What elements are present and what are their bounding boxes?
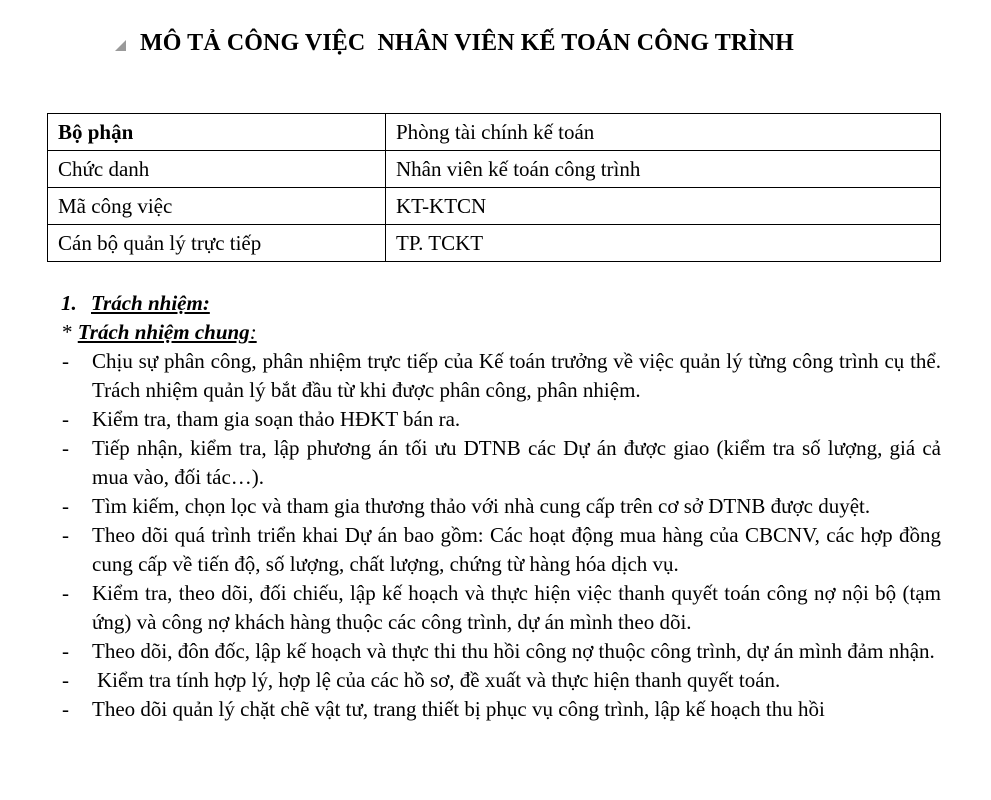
subsection-heading [62,318,941,347]
list-item [62,695,941,724]
list-item [62,637,941,666]
list-item-text: Tìm kiếm, chọn lọc và tham gia thương thảo với nhà cung cấp trên cơ sở DTNB được duyệt. [92,494,871,518]
table-cell-label: Cán bộ quản lý trực tiếp [48,225,386,262]
list-item-text: Chịu sự phân công, phân nhiệm trực tiếp của Kế toán trưởng về việc quản lý từng công trình cụ thể. Trách nhiệm quản lý bắt đầu từ khi được phân công, phân nhiệm. [92,349,941,402]
subsection-prefix: * [62,320,78,344]
bullet-dash: - [62,436,69,460]
list-item-text: Kiểm tra, theo dõi, đối chiếu, lập kế hoạch và thực hiện việc thanh quyết toán công nợ nội bộ (tạm ứng) và công nợ khách hàng thuộc các công trình, dự án mình theo dõi. [92,581,941,634]
table-row [48,225,941,262]
subsection-title: Trách nhiệm chung [77,320,250,344]
list-item [62,492,941,521]
bullet-dash: - [62,349,69,373]
list-item-text: Kiểm tra, tham gia soạn thảo HĐKT bán ra. [92,407,461,431]
list-item [62,405,941,434]
list-item-text: Kiểm tra tính hợp lý, hợp lệ của các hồ sơ, đề xuất và thực hiện thanh quyết toán. [97,668,781,692]
list-item-text: Theo dõi, đôn đốc, lập kế hoạch và thực thi thu hồi công nợ thuộc công trình, dự án mình đảm nhận. [92,639,935,663]
job-info-table [47,113,941,262]
section-heading [61,289,941,318]
list-item [62,666,941,695]
list-item-text: Theo dõi quản lý chặt chẽ vật tư, trang thiết bị phục vụ công trình, lập kế hoạch thu hồi [92,697,825,721]
bullet-dash: - [62,668,69,692]
bullet-dash: - [62,407,69,431]
table-cell-value: KT-KTCN [386,188,941,225]
table-row [48,188,941,225]
title-row [0,30,991,64]
bullet-dash: - [62,494,69,518]
table-cell-label: Chức danh [48,151,386,188]
list-item [62,434,941,492]
list-item-text: Tiếp nhận, kiểm tra, lập phương án tối ưu DTNB các Dự án được giao (kiểm tra số lượng, giá cả mua vào, đối tác…). [92,436,941,489]
table-cell-value: Phòng tài chính kế toán [386,114,941,151]
bullet-dash: - [62,581,69,605]
subsection-colon: : [249,320,257,344]
document-body [62,289,941,724]
bullet-dash: - [62,639,69,663]
table-row [48,151,941,188]
table-cell-value: Nhân viên kế toán công trình [386,151,941,188]
bullet-dash: - [62,523,69,547]
table-cell-label: Mã công việc [48,188,386,225]
section-number: 1. [61,291,77,315]
collapse-heading-icon[interactable] [115,40,126,51]
list-item [62,579,941,637]
list-item [62,347,941,405]
table-row [48,114,941,151]
bullet-dash: - [62,697,69,721]
table-cell-label: Bộ phận [48,114,386,151]
list-item-text: Theo dõi quá trình triển khai Dự án bao gồm: Các hoạt động mua hàng của CBCNV, các hợp đồng cung cấp về tiến độ, số lượng, chất lượng, chứng từ hàng hóa dịch vụ. [92,523,941,576]
section-title: Trách nhiệm: [91,291,210,315]
table-cell-value: TP. TCKT [386,225,941,262]
list-item [62,521,941,579]
document-title: MÔ TẢ CÔNG VIỆC NHÂN VIÊN KẾ TOÁN CÔNG TRÌNH [140,30,794,56]
